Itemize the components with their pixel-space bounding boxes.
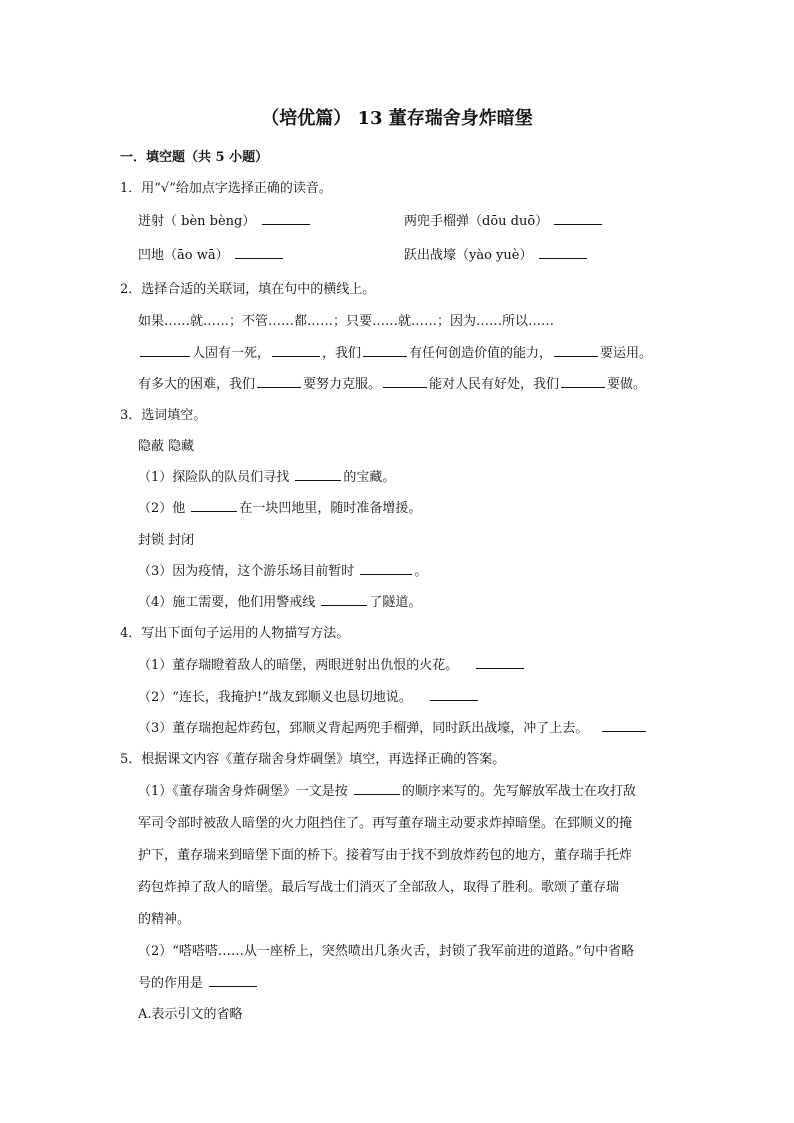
q5-text: （1）《董存瑞舍身炸碉堡》一文是按 [138, 784, 352, 799]
q3-sentence-3 [138, 560, 427, 579]
q3-text: （4）施工需要，他们用警戒线 [138, 595, 320, 610]
q1-item-1 [138, 210, 312, 229]
q1-item-4-text: 跃出战壕（yào yuè） [404, 248, 533, 263]
q1-item-2-text: 两兜手榴弹（dōu duō） [404, 214, 549, 229]
q1-item-3 [138, 244, 285, 263]
section-heading: 一．填空题（共 5 小题） [120, 150, 269, 165]
q5-text: 的顺序来写的。先写解放军战士在攻打敌 [401, 784, 636, 799]
question-1-stem: 1．用“√”给加点字选择正确的读音。 [120, 181, 332, 196]
q2-text: 能对人民有好处，我们 [429, 377, 560, 392]
q4-text: （1）董存瑞瞪着敌人的暗堡，两眼迸射出仇恨的火花。 [138, 658, 459, 673]
q5-text: 号的作用是 [138, 976, 208, 991]
q5-paragraph-1-line-3: 护下，董存瑞来到暗堡下面的桥下。接着写由于找不到放炸药包的地方，董存瑞手托炸 [138, 848, 633, 863]
q4-sentence-1 [138, 654, 526, 673]
question-2-stem: 2．选择合适的关联词，填在句中的横线上。 [120, 282, 376, 297]
q5-blank-1[interactable] [354, 780, 400, 795]
q5-paragraph-2-line-1: （2）“嗒嗒嗒……从一座桥上，突然喷出几条火舌，封锁了我军前进的道路。”句中省略 [138, 944, 635, 959]
q2-text: 有多大的困难，我们 [138, 377, 256, 392]
q2-blank-6[interactable] [383, 373, 427, 388]
q2-text: 要运用。 [600, 346, 653, 361]
q4-text: （2）“连长，我掩护!”战友郅顺义也恳切地说。 [138, 690, 412, 705]
question-4-stem: 4．写出下面句子运用的人物描写方法。 [120, 626, 350, 641]
q3-sentence-2 [138, 497, 421, 516]
q2-text: 要做。 [607, 377, 647, 392]
q3-text: （3）因为疫情，这个游乐场目前暂时 [138, 564, 359, 579]
q3-sentence-4 [138, 591, 421, 610]
q2-sentence-1 [138, 342, 652, 361]
q1-item-3-text: 凹地（āo wā） [138, 248, 229, 263]
q5-paragraph-1-line-5: 的精神。 [138, 912, 191, 927]
q2-options: 如果……就……；不管……都……；只要……就……；因为……所以…… [138, 314, 555, 329]
q3-text: （1）探险队的队员们寻找 [138, 470, 294, 485]
q3-text: 了隧道。 [369, 595, 422, 610]
q2-blank-3[interactable] [363, 342, 407, 357]
q1-item-2 [404, 210, 604, 229]
q2-blank-4[interactable] [554, 342, 598, 357]
q3-word-group-2: 封锁 封闭 [138, 533, 195, 548]
q1-item-4-answer-blank[interactable] [539, 244, 587, 259]
q3-blank-2[interactable] [191, 497, 237, 512]
q3-word-group-1: 隐蔽 隐藏 [138, 439, 195, 454]
q1-item-1-text: 迸射（ bèn bèng） [138, 214, 256, 229]
q4-blank-2[interactable] [430, 686, 478, 701]
q3-blank-1[interactable] [295, 466, 341, 481]
q1-item-2-answer-blank[interactable] [554, 210, 602, 225]
q1-item-4 [404, 244, 589, 263]
q2-blank-2[interactable] [272, 342, 320, 357]
q5-paragraph-2-line-2 [138, 972, 259, 991]
q2-blank-1[interactable] [140, 342, 190, 357]
q1-item-1-answer-blank[interactable] [262, 210, 310, 225]
q5-paragraph-1-line-2: 军司令部时被敌人暗堡的火力阻挡住了。再写董存瑞主动要求炸掉暗堡。在郅顺义的掩 [138, 816, 633, 831]
q3-blank-3[interactable] [360, 560, 412, 575]
q2-text: 要努力克服。 [303, 377, 382, 392]
q4-text: （3）董存瑞抱起炸药包，郅顺义背起两兜手榴弹，同时跃出战壕，冲了上去。 [138, 721, 589, 736]
q3-text: 在一块凹地里，随时准备增援。 [239, 501, 422, 516]
q5-blank-2[interactable] [209, 972, 257, 987]
q3-text: 。 [414, 564, 428, 579]
q3-text: 的宝藏。 [343, 470, 396, 485]
q1-item-3-answer-blank[interactable] [235, 244, 283, 259]
q3-text: （2）他 [138, 501, 190, 516]
q5-paragraph-1-line-4: 药包炸掉了敌人的暗堡。最后写战士们消灭了全部敌人，取得了胜利。歌颂了董存瑞 [138, 880, 620, 895]
q4-sentence-3 [138, 717, 648, 736]
q5-option-a[interactable]: A.表示引文的省略 [138, 1007, 243, 1022]
question-5-stem: 5．根据课文内容《董存瑞舍身炸碉堡》填空，再选择正确的答案。 [120, 752, 506, 767]
q4-sentence-2 [138, 686, 480, 705]
q4-blank-3[interactable] [602, 717, 646, 732]
question-3-stem: 3．选词填空。 [120, 408, 207, 423]
q3-blank-4[interactable] [321, 591, 367, 606]
q2-sentence-2 [138, 373, 646, 392]
q2-blank-5[interactable] [257, 373, 301, 388]
q2-text: 人固有一死， [192, 346, 271, 361]
q2-blank-7[interactable] [561, 373, 605, 388]
q4-blank-1[interactable] [476, 654, 524, 669]
page-title: （培优篇） 13 董存瑞舍身炸暗堡 [261, 108, 533, 129]
q2-text: 有任何创造价值的能力， [409, 346, 553, 361]
q5-paragraph-1-line-1 [138, 780, 636, 799]
q2-text: ，我们 [322, 346, 362, 361]
q3-sentence-1 [138, 466, 395, 485]
